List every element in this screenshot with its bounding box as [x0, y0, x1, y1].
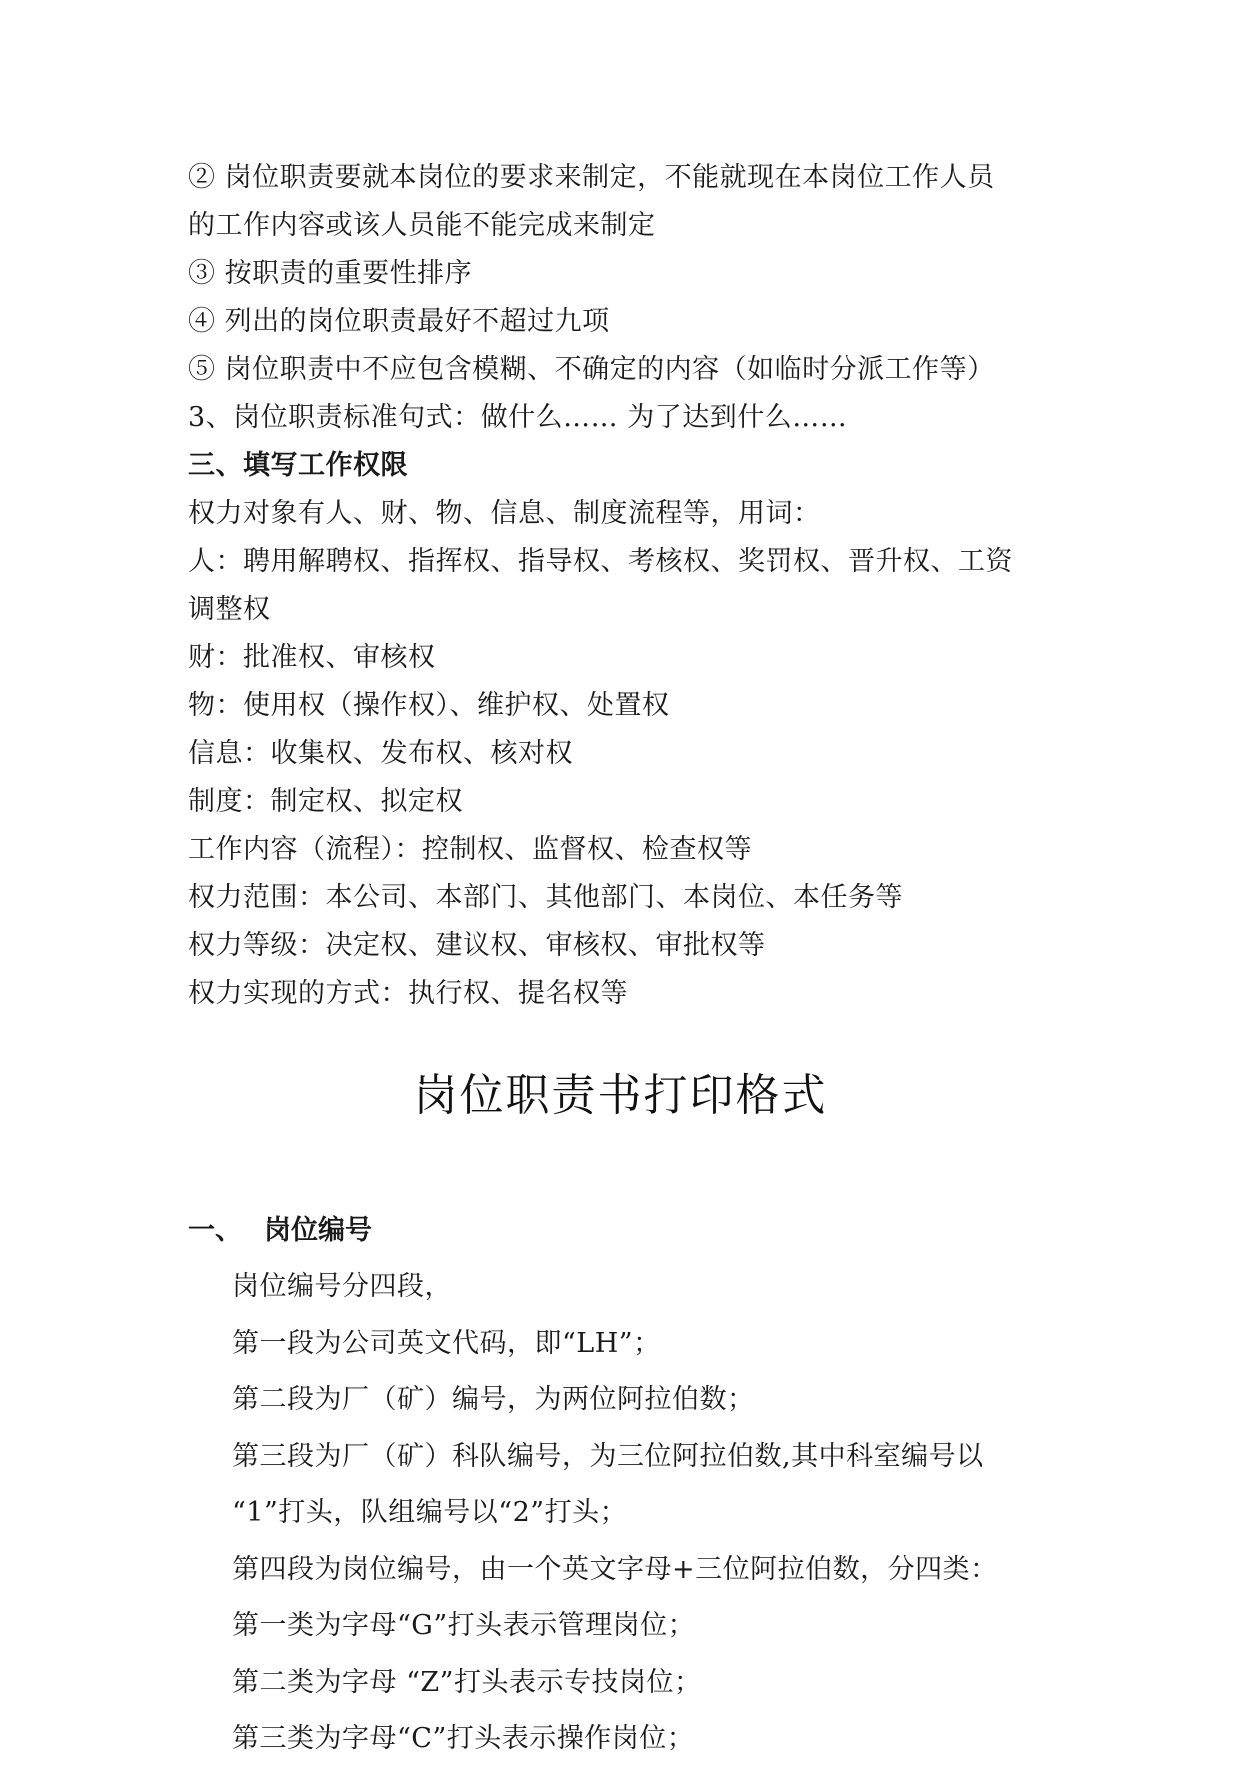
paragraph-line: 第二段为厂（矿）编号，为两位阿拉伯数； — [232, 1384, 755, 1415]
authority-line: 调整权 — [188, 594, 271, 625]
authority-line: 权力等级：决定权、建议权、审核权、审批权等 — [188, 930, 766, 961]
note-line: ② 岗位职责要就本岗位的要求来制定，不能就现在本岗位工作人员 — [188, 162, 995, 193]
note-line: ⑤ 岗位职责中不应包含模糊、不确定的内容（如临时分派工作等） — [188, 354, 995, 385]
note-line: 的工作内容或该人员能不能完成来制定 — [188, 210, 656, 241]
section-heading-text: 岗位编号 — [264, 1215, 372, 1246]
section-number: 一、 — [188, 1215, 242, 1246]
authority-line: 财：批准权、审核权 — [188, 642, 436, 673]
paragraph-line: 岗位编号分四段， — [232, 1271, 452, 1302]
authority-line: 权力实现的方式：执行权、提名权等 — [188, 978, 628, 1009]
paragraph-line: 第一段为公司英文代码，即“LH”； — [232, 1327, 661, 1359]
authority-line: 信息：收集权、发布权、核对权 — [188, 738, 573, 769]
note-line: 3、岗位职责标准句式：做什么…… 为了达到什么…… — [188, 402, 848, 433]
paragraph-line: “1”打头，队组编号以“2”打头； — [232, 1497, 628, 1528]
note-line: ③ 按职责的重要性排序 — [188, 258, 473, 289]
paragraph-line: 第三类为字母“C”打头表示操作岗位； — [232, 1723, 695, 1754]
section-heading-position-number — [188, 1203, 1088, 1259]
authority-line: 权力对象有人、财、物、信息、制度流程等，用词： — [188, 498, 821, 529]
paragraph-line: 第四段为岗位编号，由一个英文字母+三位阿拉伯数，分四类： — [232, 1553, 998, 1585]
authority-line: 工作内容（流程）：控制权、监督权、检查权等 — [188, 834, 752, 865]
authority-line: 权力范围：本公司、本部门、其他部门、本岗位、本任务等 — [188, 882, 903, 913]
note-line: ④ 列出的岗位职责最好不超过九项 — [188, 306, 610, 337]
authority-line: 物：使用权（操作权）、维护权、处置权 — [188, 690, 670, 721]
authority-line: 人：聘用解聘权、指挥权、指导权、考核权、奖罚权、晋升权、工资 — [188, 546, 1013, 577]
document-title: 岗位职责书打印格式 — [413, 1070, 828, 1121]
section-heading-authority: 三、填写工作权限 — [188, 450, 408, 481]
paragraph-line: 第一类为字母“G”打头表示管理岗位； — [232, 1610, 696, 1641]
responsibility-notes — [188, 154, 1068, 1018]
section-position-number — [188, 1203, 1088, 1768]
paragraph-line: 第三段为厂（矿）科队编号，为三位阿拉伯数,其中科室编号以 — [232, 1440, 984, 1472]
paragraph-line: 第二类为字母 “Z”打头表示专技岗位； — [232, 1666, 702, 1698]
authority-line: 制度：制定权、拟定权 — [188, 786, 463, 817]
